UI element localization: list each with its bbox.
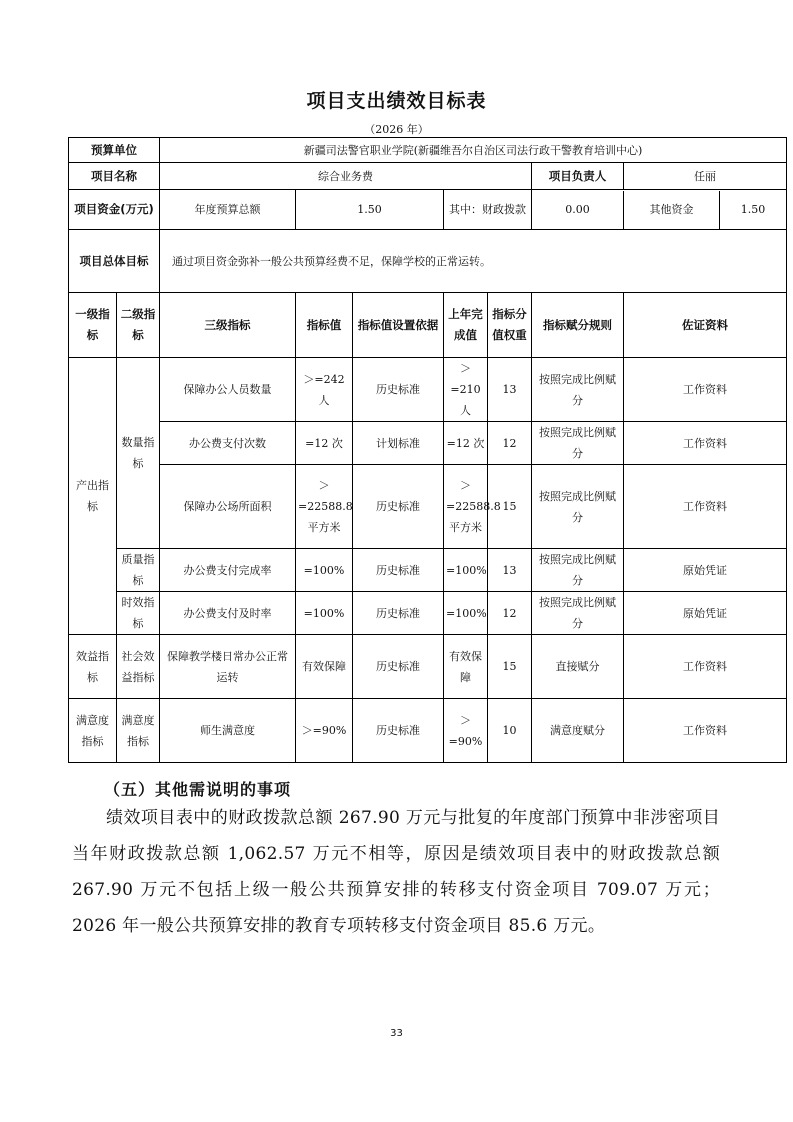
header-rule: 指标赋分规则 <box>532 293 624 358</box>
row-weight: 13 <box>488 358 532 422</box>
row-rule: 直接赋分 <box>532 635 624 699</box>
row-basis: 历史标准 <box>353 635 444 699</box>
project-label: 项目名称 <box>69 163 160 190</box>
row-rule: 按照完成比例赋分 <box>532 549 624 592</box>
leader-value: 任丽 <box>624 163 787 190</box>
header-weight: 指标分值权重 <box>488 293 532 358</box>
header-prev: 上年完成值 <box>444 293 488 358</box>
other-funds <box>624 191 786 229</box>
explanation-paragraph: 绩效项目表中的财政拨款总额 267.90 万元与批复的年度部门预算中非涉密项目当年财政拨款总额 1,062.57 万元不相等，原因是绩效项目表中的财政拨款总额 267.90 万元不包括上级一般公共预算安排的转移支付资金项目 709.07 万元；2026 年一般公共预算安排的教育专项转移支付资金项目 85.6 万元。 <box>72 808 720 936</box>
row-basis: 历史标准 <box>353 358 444 422</box>
annual-value: 1.50 <box>296 190 444 230</box>
row-weight: 12 <box>488 592 532 635</box>
row-name: 保障办公人员数量 <box>160 358 296 422</box>
row-rule: 满意度赋分 <box>532 699 624 763</box>
header-basis: 指标值设置依据 <box>353 293 444 358</box>
unit-value: 新疆司法警官职业学院(新疆维吾尔自治区司法行政干警教育培训中心) <box>160 138 787 163</box>
row-prev: =100% <box>444 549 488 592</box>
row-value: ＞=90% <box>296 699 353 763</box>
group-timeliness: 时效指标 <box>117 592 160 635</box>
project-value: 综合业务费 <box>160 163 532 190</box>
row-rule: 按照完成比例赋分 <box>532 592 624 635</box>
header-level2: 二级指标 <box>117 293 160 358</box>
header-value: 指标值 <box>296 293 353 358</box>
group-quantity: 数量指标 <box>117 358 160 549</box>
row-weight: 12 <box>488 422 532 465</box>
row-evidence: 工作资料 <box>624 465 787 549</box>
row-basis: 计划标准 <box>353 422 444 465</box>
row-rule: 按照完成比例赋分 <box>532 358 624 422</box>
row-value: =100% <box>296 549 353 592</box>
row-value: ＞=22588.8平方米 <box>296 465 353 549</box>
performance-table <box>68 137 787 763</box>
row-value: =12 次 <box>296 422 353 465</box>
row-name: 办公费支付及时率 <box>160 592 296 635</box>
section-title: （五）其他需说明的事项 <box>104 780 292 799</box>
fiscal-label: 其中：财政拨款 <box>444 190 532 230</box>
row-prev: ＞=22588.8平方米 <box>444 465 488 549</box>
row-rule: 按照完成比例赋分 <box>532 465 624 549</box>
fiscal-value: 0.00 <box>532 191 624 229</box>
row-basis: 历史标准 <box>353 549 444 592</box>
fiscal-other-cell <box>532 190 787 230</box>
row-evidence: 工作资料 <box>624 699 787 763</box>
group-output: 产出指标 <box>69 358 117 635</box>
row-basis: 历史标准 <box>353 699 444 763</box>
row-prev: =12 次 <box>444 422 488 465</box>
row-name: 保障办公场所面积 <box>160 465 296 549</box>
row-rule: 按照完成比例赋分 <box>532 422 624 465</box>
header-level1: 一级指标 <box>69 293 117 358</box>
unit-label: 预算单位 <box>69 138 160 163</box>
row-value: =100% <box>296 592 353 635</box>
row-evidence: 工作资料 <box>624 635 787 699</box>
row-basis: 历史标准 <box>353 465 444 549</box>
row-prev: ＞=90% <box>444 699 488 763</box>
annual-label: 年度预算总额 <box>160 190 296 230</box>
page-title: 项目支出绩效目标表 <box>306 90 487 112</box>
row-evidence: 原始凭证 <box>624 592 787 635</box>
group-social: 社会效益指标 <box>117 635 160 699</box>
row-name: 办公费支付次数 <box>160 422 296 465</box>
row-prev: 有效保障 <box>444 635 488 699</box>
group-satisfaction2: 满意度指标 <box>117 699 160 763</box>
goal-value: 通过项目资金弥补一般公共预算经费不足，保障学校的正常运转。 <box>160 230 787 293</box>
header-level3: 三级指标 <box>160 293 296 358</box>
group-benefit: 效益指标 <box>69 635 117 699</box>
other-label: 其他资金 <box>624 191 720 229</box>
goal-label: 项目总体目标 <box>69 230 160 293</box>
other-value: 1.50 <box>740 203 766 216</box>
row-evidence: 工作资料 <box>624 422 787 465</box>
row-prev: ＞=210人 <box>444 358 488 422</box>
page-number: 33 <box>390 1028 403 1039</box>
group-quality: 质量指标 <box>117 549 160 592</box>
row-name: 师生满意度 <box>160 699 296 763</box>
row-weight: 15 <box>488 465 532 549</box>
row-name: 保障教学楼日常办公正常运转 <box>160 635 296 699</box>
year-label: （2026 年） <box>364 123 429 136</box>
header-evidence: 佐证资料 <box>624 293 787 358</box>
leader-label: 项目负责人 <box>532 163 624 190</box>
row-evidence: 原始凭证 <box>624 549 787 592</box>
row-value: 有效保障 <box>296 635 353 699</box>
row-name: 办公费支付完成率 <box>160 549 296 592</box>
group-satisfaction: 满意度指标 <box>69 699 117 763</box>
row-weight: 15 <box>488 635 532 699</box>
row-evidence: 工作资料 <box>624 358 787 422</box>
funds-label: 项目资金(万元) <box>69 190 160 230</box>
row-prev: =100% <box>444 592 488 635</box>
row-basis: 历史标准 <box>353 592 444 635</box>
row-value: ＞=242人 <box>296 358 353 422</box>
row-weight: 10 <box>488 699 532 763</box>
row-weight: 13 <box>488 549 532 592</box>
